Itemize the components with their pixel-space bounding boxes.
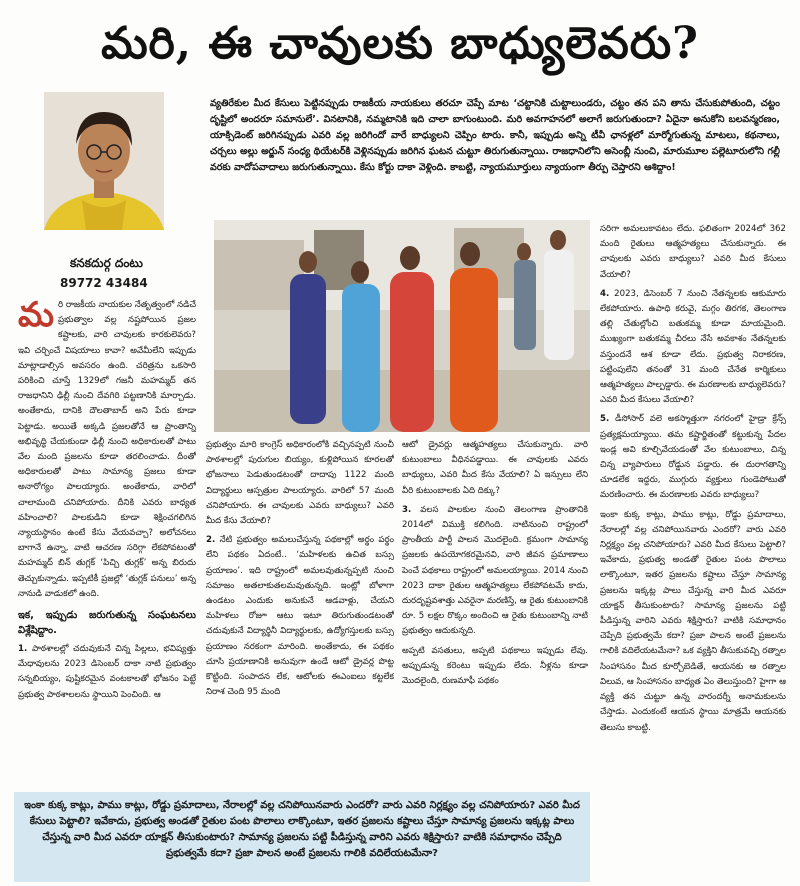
col4-paragraph-2: 2023, డిసెంబర్ 7 నుంచి నేతన్నలకు ఆకుమారు లేకపోయారు. ఉపాధి కరువై, మగ్గం తిరగక, తెలంగాణ తల్లి చేతుల్లోంచి బతుకమ్మ కూడా మాయమైంది. ముఖ్యంగా బతుకమ్మ చీరలు నేసే అవకాశం నేతన్నలకు వస్తుందనే ఆశ కూడా లేదు. ప్రభుత్వ నిరాకరణ, పట్టింపులేని తనంతో 31 మంది చేనేత కార్మికులు ఆత్మహత్యలు పాల్పడ్డారు. ఈ మరణాలకు బాధ్యులెవరు? ఎవరి మీద కేసులు వేయాలి? (600, 288, 786, 406)
column-2 (206, 438, 394, 780)
col4-paragraph-3: డీసోసార్ వలె అకస్మాత్తుగా నగరంలో హైడ్రా క్రేన్స్ ప్రత్యక్షమయ్యాయి. తమ కష్టార్జితంతో కట్టుకున్న పేదల ఇండ్ల అవి కూల్చివేయడంతో వేల కుటుంబాలు, చిన్న చిన్న వ్యాపారులు రోడ్డున పడ్డారు. ఈ దురాగతాన్ని చూడలేక ఇద్దరు, ముగ్గురు వ్యక్తులు గుండెపోటుతో మరణించారు. ఈ మరణాలకు ఎవరు బాధ్యులు? (600, 414, 786, 501)
list-number-2: 2. (206, 535, 216, 546)
col3-paragraph-1: ఆటో డ్రైవర్లు ఆత్మహత్యలు చేసుకున్నారు. వారి కుటుంబాలు వీధినపడ్డాయి. ఈ చావులకు ఎవరు బాధ్యులు, ఎవరి మీద కేసు వేయాలి? ఏ ఇన్సులు లేని వీరి కుటుంబాలకు ఏది దిక్కు? (402, 440, 588, 496)
pull-quote-box: ఇంకా కుక్క కాట్లు, పాము కాట్లు, రోడ్డు ప్రమాదాలు, నేరాలల్లో వల్ల చనిపోయినవారు ఎందరో? వారు ఎవరి నిర్లక్ష్యం వల్ల చనిపోయారు? ఎవరి మీద కేసులు పెట్టాలి? ఇవేకాదు, ప్రభుత్వ అండతో రైతుల పంట పొలాలు లాక్కొంటూ, ఇతర ప్రజలను కష్టాలు చేస్తూ సామాన్య ప్రజలను ఇక్కట్ల పాలు చేస్తున్న వారి మీద ఎవరూ యాక్షన్ తీసుకుంటారు? సామాన్య ప్రజలను పట్టి పీడిస్తున్న వారిని ఎవరు శిక్షిస్తారు? వాటికి సమాధానం చెప్పేది ప్రభుత్వమే కదా? ప్రజా పాలన అంటే ప్రజలను గాలికి వదిలేయటమేనా? (14, 792, 590, 882)
column-4 (600, 222, 786, 882)
author-photo (44, 92, 164, 230)
column-1 (18, 298, 196, 780)
col2-paragraph-1: ప్రభుత్వం మారి కాంగ్రెస్ అధికారంలోకి వచ్చినప్పటి నుంచీ పాఠశాలల్లో పురుగుల బియ్యం, కుళ్లిపోయిన కూరలతో భోజనాలు పెడుతుండటంతో దాదాపు 1122 మంది విద్యార్థులు ఆస్పత్రుల పాలయ్యారు. వారిలో 57 మంది చనిపోయారు. ఈ చావులకు ఎవరు బాధ్యులు? ఎవరి మీద కేసు వేయాలి? (206, 440, 394, 527)
list-number-1: 1. (18, 644, 33, 655)
headline: మరి, ఈ చావులకు బాధ్యులెవరు? (101, 18, 699, 69)
col2-paragraph-2: నేటి ప్రభుత్వం అమలుచేస్తున్న పథకాల్లో అర్థం పర్థం లేని పథకం ఏదంటే.. ‘మహిళలకు ఉచిత బస్సు ప్రయాణం’. ఇది రాష్ట్రంలో అమలవుతున్నప్పటి నుంచి సమాజం అతలాకుతలమవుతున్నది. ఇంట్లో బోళాగా ఉండటం ఎందుకు అనుకునే ఆడవాళ్లు, చేయని మహిళలు రోజూ ఆటు ఇటూ తిరుగుతుండటంతో చదువుకునే విద్యార్థినీ విద్యార్థులకు, ఉద్యోగస్తులకు బస్సు ప్రయాణం నరకంగా మారింది. అంతేకాదు, ఈ పథకం చూసి ప్రయాణానికి అనువుగా ఉండే ఆటో డ్రైవర్ల పొట్ట కొట్టింది. సంపాదన లేక, ఆటోలకు ఈఎంఐలు కట్టలేక నిరాశ చెంది 95 మంది (206, 535, 394, 698)
list-number-4: 4. (600, 288, 610, 299)
col3-paragraph-2: వలస పాలకుల నుంచి తెలంగాణ ప్రాంతానికి 2014లో విముక్తి కలిగింది. నాటినుంచి రాష్ట్రంలో ప్రాంతీయ పార్టీ పాలన మొదలైంది. క్రమంగా సామాన్య ప్రజలకు ఉపయోగకరమైనవి, వారి జీవన ప్రమాణాలు పెంచే పథకాలు రాష్ట్రంలో అమలయ్యాయి. 2014 నుంచి 2023 దాకా రైతుల ఆత్మహత్యలు లేకపోవటమే కాదు, దురదృష్టవశాత్తు ఎవరైనా మరణిస్తే, ఆ రైతు కుటుంబానికి రూ. 5 లక్షల రొక్కం అందించి ఆ రైతు కుటుంబాన్ని నాటి ప్రభుత్వం ఆదుకున్నది. (402, 504, 588, 637)
col4-paragraph-4: ఇంకా కుక్క కాట్లు, పాము కాట్లు, రోడ్డు ప్రమాదాలు, నేరాలల్లో వల్ల చనిపోయినవారు ఎందరో? వారు ఎవరి నిర్లక్ష్యం వల్ల చనిపోయారు? ఎవరి మీద కేసులు పెట్టాలి? ఇవేకాదు, ప్రభుత్వ అండతో రైతుల పంట పొలాలు లాక్కొంటూ, ఇతర ప్రజలను కష్టాలు చేస్తూ సామాన్య ప్రజలను ఇక్కట్ల పాలు చేస్తున్న వారి మీద ఎవరూ యాక్షన్ తీసుకుంటారు? సామాన్య ప్రజలను పట్టి పీడిస్తున్న వారిని ఎవరు శిక్షిస్తారు? వాటికి సమాధానం చెప్పేది ప్రభుత్వమే కదా? ప్రజా పాలన అంటే ప్రజలను గాలికి వదిలేయటమేనా? ఒక వ్యక్తిని తీసుకువచ్చి రత్నాల సింహాసనం మీద కూర్చోబెడితే, ఆయనకు ఆ రత్నాల విలువ, ఆ సింహాసనం బాధ్యత ఏం తెలుస్తుంది? హైగా ఆ వ్యక్తి తన చుట్టూ ఉన్న వారందర్నీ అనామకులను చేస్తాడు. ఎందుకంటే ఆయన స్థాయి మాత్రమే ఆయనకు తెలుసు కాబట్టి. (600, 509, 786, 733)
news-photo (214, 220, 590, 432)
col1-paragraph-2: పాఠశాలల్లో చదువుకునే చిన్న పిల్లలు, భవిష్యత్తు మేధావులను 2023 డిసెంబర్ దాకా నాటి ప్రభుత్వం సన్నబియ్యం, పుష్టికరమైన వంటకాలతో భోజనం పెట్టే ప్రభుత్వ పాఠశాలలను స్థాయిని పెంచింది. ఆ (18, 644, 196, 700)
author-phone: 89772 43484 (60, 276, 148, 290)
column-3 (402, 438, 588, 780)
col3-paragraph-3: అప్పటి వసతులు, అప్పటి పథకాలు ఇప్పుడు లేవు. అప్పుడున్న కరెంటు ఇప్పుడు లేదు. నీళ్లను కూడా మొదలైంది, రుణమాఫీ పథకం (402, 645, 588, 687)
dropcap: మ (18, 298, 54, 335)
author-name: కనకదుర్గ దంటు (70, 256, 143, 270)
section-subhead: ఇక, ఇప్పుడు జరుగుతున్న సంఘటనలు విశ్లేషిద్దాం. (18, 610, 196, 637)
article-intro: వ్యతిరేకుల మీద కేసులు పెట్టినప్పుడు రాజకీయ నాయకులు తరచూ చెప్పే మాట ‘చట్టానికి చుట్టాలుండరు, చట్టం తన పని తాను చేసుకుపోతుంది, చట్టం దృష్టిలో అందరూ సమానులే’. వినటానికి, నమ్మటానికి ఇది చాలా బాగుంటుంది. మరి అవగాహనలో అలాగే జరుగుతుందా? ఏదైనా అనుకోని బలవన్మరణం, యాక్సిడెంట్ జరిగినప్పుడు ఎవరి వల్ల జరిగిందో వారే బాధ్యులని చెప్పిం టారు. కానీ, ఇప్పుడు అన్ని టీవీ ఛానళ్లలో మార్మోగుతున్న మాటలు, కథనాలు, చర్చలు అల్లు అర్జున్ సంధ్య థియేటర్‌కి వెళ్లినప్పుడు జరిగిన ఘటన చుట్టూ తిరుగుతున్నాయి. రాజధానిలోని అసెంబ్లీ నుంచి, మారుమూల పల్లెటూరులోని గల్లీ వరకు వాదోపవాదాలు జరుగుతున్నాయి. కేసు కోర్టు దాకా వెళ్లింది. కాబట్టి, న్యాయమూర్తులు న్యాయంగా తీర్పు చెప్తారని ఆశిద్దాం! (210, 98, 780, 173)
col1-paragraph-1: రి రాజకీయ నాయకుల నేతృత్వంలో నడిచే ప్రభుత్వాల వల్ల నష్టపోయిన ప్రజల కష్టాలకు, వారి చావులకు కారకులెవరు? ఇవి చర్చించే విషయాలు కావా? అవేమీలేని ఇప్పుడు మాట్లాడాల్సిన అవసరం ఉంది. చరిత్రను ఒకసారి పరికించి చూస్తే 1329లో గజనీ మహమ్మద్ తన రాజధానిని ఢిల్లీ నుంచి దేవగిరి పట్టణానికి మార్చాడు. అంతేకాదు, దానికి దౌలతాబాద్ అని పేరు కూడా పెట్టాడు. అయితే అక్కడి ప్రజలతోనే ఆ ప్రాంతాన్ని అభివృద్ధి చేయకుండా ఢిల్లీ నుంచి అధికారులతో పాటు వేల మంది ప్రజలను కూడా తరలించాడు. దీంతో అధికారులతో పాటు సామాన్య ప్రజలు కూడా అనారోగ్యం పాలయ్యారు. అంతేకాదు, వారిలో చాలామంది చనిపోయారు. దీనికి ఎవరు బాధ్యత వహించాలి? పాలకుడిని కూడా శిక్షించగలిగిన న్యాయస్థానం ఉంటే కేసు వేయవచ్చా? అలోచనలు బాగానే ఉన్నా, వాటి ఆచరణ సరిగ్గా లేకపోవటంతో మహమ్మద్ బిన్ తుగ్లక్ ‘పిచ్చి తుగ్లక్’ అన్న బిరుదు తెచ్చుకున్నాడు. ఇప్పటికీ ప్రజల్లో ‘తుగ్లక్ పనులు’ అన్న నానుడి వాడుకలో ఉంది. (18, 300, 196, 599)
list-number-5: 5. (600, 414, 610, 425)
list-number-3: 3. (402, 504, 412, 515)
col4-paragraph-1: సరిగా అమలుకావటం లేదు. ఫలితంగా 2024లో 362 మంది రైతులు ఆత్మహత్యలు చేసుకున్నారు. ఈ చావులకు ఎవరు బాధ్యులు? ఎవరి మీద కేసులు వేయాలి? (600, 224, 786, 280)
